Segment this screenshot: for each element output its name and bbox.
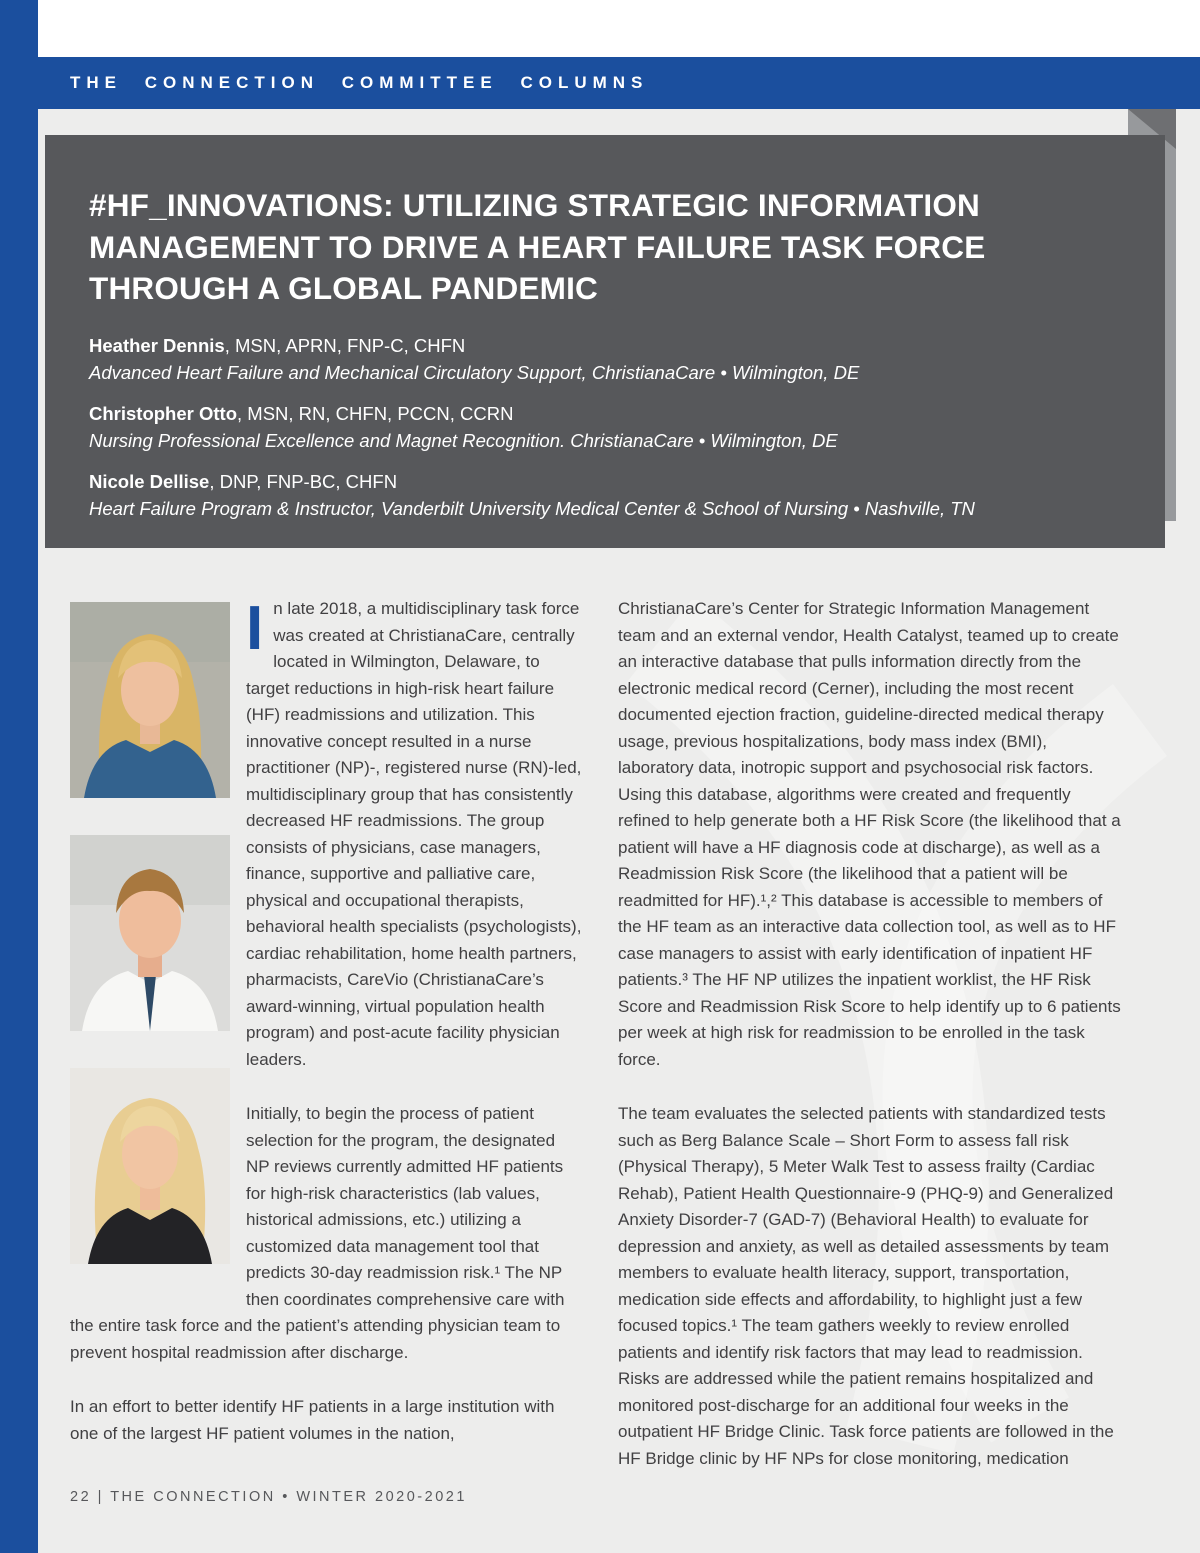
section-banner-title: THE CONNECTION COMMITTEE COLUMNS bbox=[70, 73, 649, 92]
left-accent-bar bbox=[0, 0, 38, 1553]
author-block-2 bbox=[89, 402, 1113, 454]
portrait-photo-3 bbox=[70, 1068, 230, 1264]
author-affiliation: Nursing Professional Excellence and Magnet Recognition. ChristianaCare • Wilmington, DE bbox=[89, 429, 838, 451]
body-column-right bbox=[618, 596, 1124, 1500]
paragraph-left-1-text: n late 2018, a multidisciplinary task force was created at ChristianaCare, centrally located in Wilmington, Delaware, to target reductions in high-risk heart failure (HF) readmissions and utilization. This innovative concept resulted in a nurse practitioner (NP)-, registered nurse (RN)-led, multidisciplinary group that has consistently decreased HF readmissions. The group consists of physicians, case managers, finance, supportive and palliative care, physical and occupational therapists, behavioral health specialists (psychologists), cardiac rehabilitation, home health partners, pharmacists, CareVio (ChristianaCare’s award-winning, virtual population health program) and post-acute facility physician leaders. bbox=[246, 599, 582, 1069]
author-affiliation: Heart Failure Program & Instructor, Vanderbilt University Medical Center & School of Nursing • Nashville, TN bbox=[89, 497, 975, 519]
paragraph-left-2: Initially, to begin the process of patient selection for the program, the designated NP reviews currently admitted HF patients for high-risk characteristics (lab values, historical admissions, etc.) utilizing a customized data management tool that predicts 30-day readmission risk.¹ The NP then coordinates comprehensive care with the entire task force and the patient’s attending physician team to prevent hospital readmission after discharge. bbox=[70, 1104, 565, 1362]
portrait-photo-1 bbox=[70, 602, 230, 798]
top-margin-area bbox=[38, 0, 1200, 57]
author-credentials: , DNP, FNP-BC, CHFN bbox=[209, 470, 398, 492]
portrait-photo-2 bbox=[70, 835, 230, 1031]
article-header bbox=[45, 135, 1165, 548]
author-name: Heather Dennis bbox=[89, 334, 225, 356]
author-credentials: , MSN, RN, CHFN, PCCN, CCRN bbox=[237, 402, 514, 424]
section-banner bbox=[38, 57, 1200, 109]
paragraph-right-2: The team evaluates the selected patients with standardized tests such as Berg Balance Scale – Short Form to assess fall risk (Physical Therapy), 5 Meter Walk Test to assess frailty (Cardiac Rehab), Patient Health Questionnaire-9 (PHQ-9) and Generalized Anxiety Disorder-7 (GAD-7) (Behavioral Health) to evaluate for depression and anxiety, as well as detailed assessments by team members to evaluate health literacy, support, transportation, medication side effects and affordability, to highlight just a few focused topics.¹ The team gathers weekly to review enrolled patients and identify risk factors that may lead to readmission. Risks are addressed while the patient remains hospitalized and monitored post-discharge for an additional four weeks in the outpatient HF Bridge Clinic. Task force patients are followed in the HF Bridge clinic by HF NPs for close monitoring, medication bbox=[618, 1104, 1114, 1468]
author-block-3 bbox=[89, 470, 1113, 522]
paragraph-right-1: ChristianaCare’s Center for Strategic Information Management team and an external vendor, Health Catalyst, teamed up to create an interactive database that pulls information directly from the electronic medical record (Cerner), including the most recent documented ejection fraction, guideline-directed medical therapy usage, previous hospitalizations, body mass index (BMI), laboratory data, inotropic support and psychosocial risk factors. Using this database, algorithms were created and frequently refined to help generate both a HF Risk Score (the likelihood that a patient will have a HF diagnosis code at discharge), as well as a Readmission Risk Score (the likelihood that a patient will be readmitted for HF).¹,² This database is accessible to members of the HF team as an interactive data collection tool, as well as to HF case managers to assist with early identification of inpatient HF patients.³ The HF NP utilizes the inpatient worklist, the HF Risk Score and Readmission Risk Score to help identify up to 6 patients per week at high risk for readmission to be enrolled in the task force. bbox=[618, 599, 1121, 1069]
author-name: Nicole Dellise bbox=[89, 470, 210, 492]
body-column-left bbox=[70, 596, 582, 1475]
drop-cap: I bbox=[246, 594, 264, 663]
author-name: Christopher Otto bbox=[89, 402, 237, 424]
author-credentials: , MSN, APRN, FNP-C, CHFN bbox=[224, 334, 466, 356]
page-footer: 22 | THE CONNECTION • WINTER 2020-2021 bbox=[70, 1489, 467, 1505]
author-photo-stack bbox=[70, 602, 230, 1301]
author-block-1 bbox=[89, 334, 1113, 386]
paragraph-left-3: In an effort to better identify HF patients in a large institution with one of the largest HF patient volumes in the nation, bbox=[70, 1397, 555, 1443]
author-affiliation: Advanced Heart Failure and Mechanical Circulatory Support, ChristianaCare • Wilmington, DE bbox=[89, 361, 860, 383]
article-title: #HF_INNOVATIONS: UTILIZING STRATEGIC INFORMATION MANAGEMENT TO DRIVE A HEART FAILURE TASK FORCE THROUGH A GLOBAL PANDEMIC bbox=[89, 187, 986, 307]
